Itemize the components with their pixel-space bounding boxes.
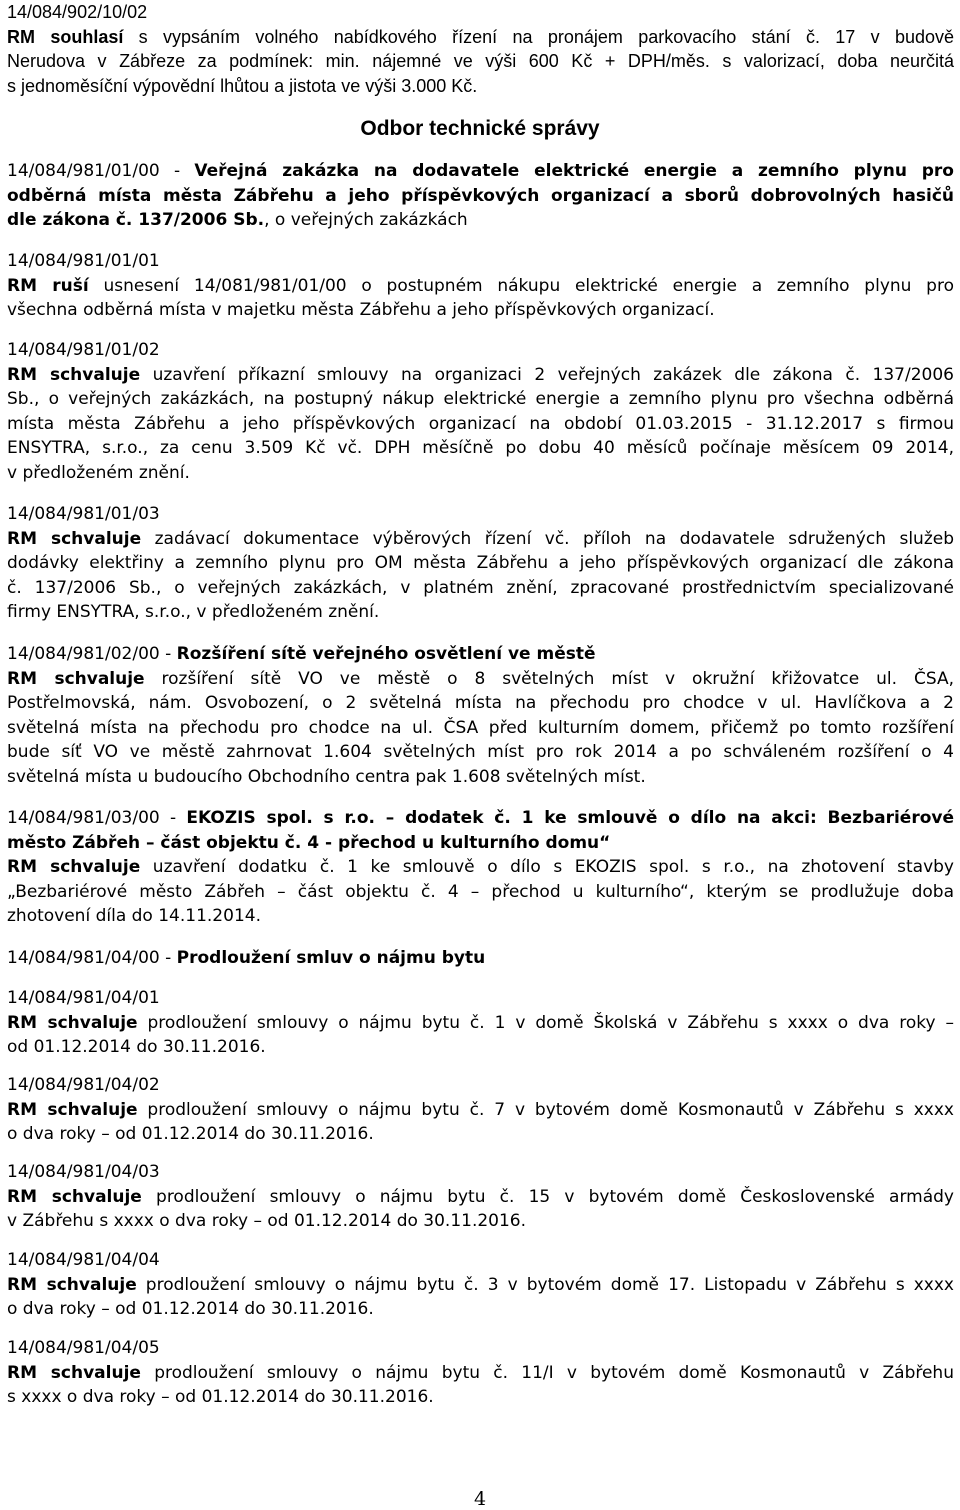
- page-number: 4: [473, 1488, 487, 1510]
- resolution-line: RM schvaluje uzavření příkazní smlouvy na organizaci 2 veřejných zakázek dle zákona č. 137/2006: [7, 364, 954, 385]
- resolution-title-line: 14/084/981/03/00 - EKOZIS spol. s r.o. – dodatek č. 1 ke smlouvě o dílo na akci: Bezbariérové: [7, 808, 954, 828]
- resolution-981-04-03: [7, 1160, 954, 1234]
- resolution-title-line: 14/084/981/02/00 - Rozšíření sítě veřejného osvětlení ve městě: [7, 644, 596, 664]
- resolution-981-04-title: [7, 946, 954, 971]
- resolution-line: RM schvaluje prodloužení smlouvy o nájmu bytu č. 7 v bytovém domě Kosmonautů v Zábřehu s xxxx: [7, 1099, 954, 1120]
- resolution-981-04-04: [7, 1248, 954, 1322]
- resolution-902-10-02: [7, 0, 954, 98]
- resolution-line: dodávky elektřiny a zemního plynu pro OM města Zábřehu a jeho příspěvkových organizací dle zákona: [7, 553, 954, 573]
- resolution-line: RM schvaluje rozšíření sítě VO ve městě o 8 světelných míst v okružní křižovatce ul. ČSA,: [7, 668, 954, 689]
- resolution-line: od 01.12.2014 do 30.11.2016.: [7, 1037, 266, 1057]
- resolution-981-04-02: [7, 1073, 954, 1147]
- resolution-line: firmy ENSYTRA, s.r.o., v předloženém znění.: [7, 602, 380, 622]
- resolution-line: o dva roky – od 01.12.2014 do 30.11.2016.: [7, 1299, 374, 1319]
- resolution-line: s xxxx o dva roky – od 01.12.2014 do 30.11.2016.: [7, 1387, 434, 1407]
- resolution-title-line: 14/084/981/01/00 - Veřejná zakázka na dodavatele elektrické energie a zemního plynu pro: [7, 161, 954, 181]
- resolution-981-04-05: [7, 1336, 954, 1410]
- resolution-line: místa města Zábřehu a jeho příspěvkových organizací na období 01.03.2015 - 31.12.2017 s firmou: [7, 413, 954, 434]
- section-heading: Odbor technické správy: [360, 117, 600, 140]
- resolution-line: RM schvaluje prodloužení smlouvy o nájmu bytu č. 11/I v bytovém domě Kosmonautů v Zábřehu: [7, 1362, 954, 1383]
- resolution-title-line: 14/084/981/04/00 - Prodloužení smluv o nájmu bytu: [7, 948, 486, 968]
- resolution-981-01-03: [7, 502, 954, 625]
- resolution-981-02: [7, 642, 954, 789]
- resolution-line: světelná místa na přechodu pro chodce na ul. ČSA před kulturním domem, přičemž po tomto rozšíření: [7, 717, 954, 738]
- resolution-981-01-02: [7, 338, 954, 485]
- resolution-line: Nerudova v Zábřeze za podmínek: min. nájemné ve výši 600 Kč + DPH/měs. s valorizací, doba neurčitá: [7, 51, 954, 71]
- resolution-line: s jednoměsíční výpovědní lhůtou a jistota ve výši 3.000 Kč.: [7, 75, 478, 96]
- resolution-line: bude síť VO ve městě zahrnovat 1.604 světelných míst pro rok 2014 a po schváleném rozšíření o 4: [7, 742, 954, 762]
- resolution-line: světelná místa u budoucího Obchodního centra pak 1.608 světelných míst.: [7, 766, 646, 787]
- resolution-number: 14/084/981/04/04: [7, 1250, 160, 1270]
- resolution-title-line: odběrná místa města Zábřehu a jeho příspěvkových organizací a sborů dobrovolných hasičů: [7, 185, 954, 206]
- resolution-981-03: [7, 806, 954, 929]
- resolution-line: o dva roky – od 01.12.2014 do 30.11.2016.: [7, 1124, 374, 1144]
- resolution-line: ENSYTRA, s.r.o., za cenu 3.509 Kč vč. DPH měsíčně po dobu 40 měsíců počínaje měsícem 09 2014,: [7, 438, 954, 458]
- resolution-line: č. 137/2006 Sb., o veřejných zakázkách, v platném znění, zpracované prostřednictvím specializované: [7, 577, 954, 598]
- resolution-title-line: město Zábřeh – část objektu č. 4 - přechod u kulturního domu“: [7, 832, 611, 853]
- resolution-line: RM schvaluje zadávací dokumentace výběrových řízení vč. příloh na dodavatele sdružených služeb: [7, 528, 954, 549]
- resolution-line: Sb., o veřejných zakázkách, na postupný nákup elektrické energie a zemního plynu pro všechna odběrná: [7, 389, 954, 409]
- resolution-line: v Zábřehu s xxxx o dva roky – od 01.12.2014 do 30.11.2016.: [7, 1211, 527, 1231]
- resolution-line: RM schvaluje uzavření dodatku č. 1 ke smlouvě o dílo s EKOZIS spol. s r.o., na zhotovení stavby: [7, 857, 954, 877]
- resolution-number: 14/084/981/04/03: [7, 1162, 160, 1182]
- resolution-981-01-01: [7, 249, 954, 323]
- resolution-number: 14/084/981/01/02: [7, 340, 160, 360]
- resolution-line: v předloženém znění.: [7, 462, 190, 483]
- resolution-line: „Bezbariérové město Zábřeh – část objektu č. 4 – přechod u kulturního“, kterým se prodlužuje doba: [7, 881, 954, 902]
- resolution-title-line: dle zákona č. 137/2006 Sb., o veřejných zakázkách: [7, 210, 468, 230]
- resolution-981-04-01: [7, 986, 954, 1060]
- resolution-line: RM schvaluje prodloužení smlouvy o nájmu bytu č. 1 v domě Školská v Zábřehu s xxxx o dva roky –: [7, 1012, 954, 1033]
- resolution-number: 14/084/981/01/03: [7, 504, 160, 524]
- resolution-number: 14/084/981/04/02: [7, 1075, 160, 1095]
- resolution-number: 14/084/981/04/01: [7, 988, 160, 1008]
- resolution-line: RM schvaluje prodloužení smlouvy o nájmu bytu č. 3 v bytovém domě 17. Listopadu v Zábřehu s xxxx: [7, 1274, 954, 1295]
- resolution-981-01-title: [7, 159, 954, 233]
- resolution-number: 14/084/981/04/05: [7, 1338, 160, 1358]
- resolution-line: Postřelmovská, nám. Osvobození, o 2 světelná místa na přechodu pro chodce v ul. Havlíčkova a 2: [7, 693, 954, 713]
- resolution-number: 14/084/981/01/01: [7, 251, 160, 271]
- resolution-line: zhotovení díla do 14.11.2014.: [7, 906, 261, 926]
- resolution-line: RM souhlasí s vypsáním volného nabídkového řízení na pronájem parkovacího stání č. 17 v budově: [7, 26, 954, 47]
- resolution-line: všechna odběrná místa v majetku města Zábřehu a jeho příspěvkových organizací.: [7, 300, 715, 320]
- resolution-number: 14/084/902/10/02: [7, 2, 148, 22]
- resolution-line: RM schvaluje prodloužení smlouvy o nájmu bytu č. 15 v bytovém domě Československé armády: [7, 1186, 954, 1207]
- resolution-line: RM ruší usnesení 14/081/981/01/00 o postupném nákupu elektrické energie a zemního plynu pro: [7, 275, 954, 296]
